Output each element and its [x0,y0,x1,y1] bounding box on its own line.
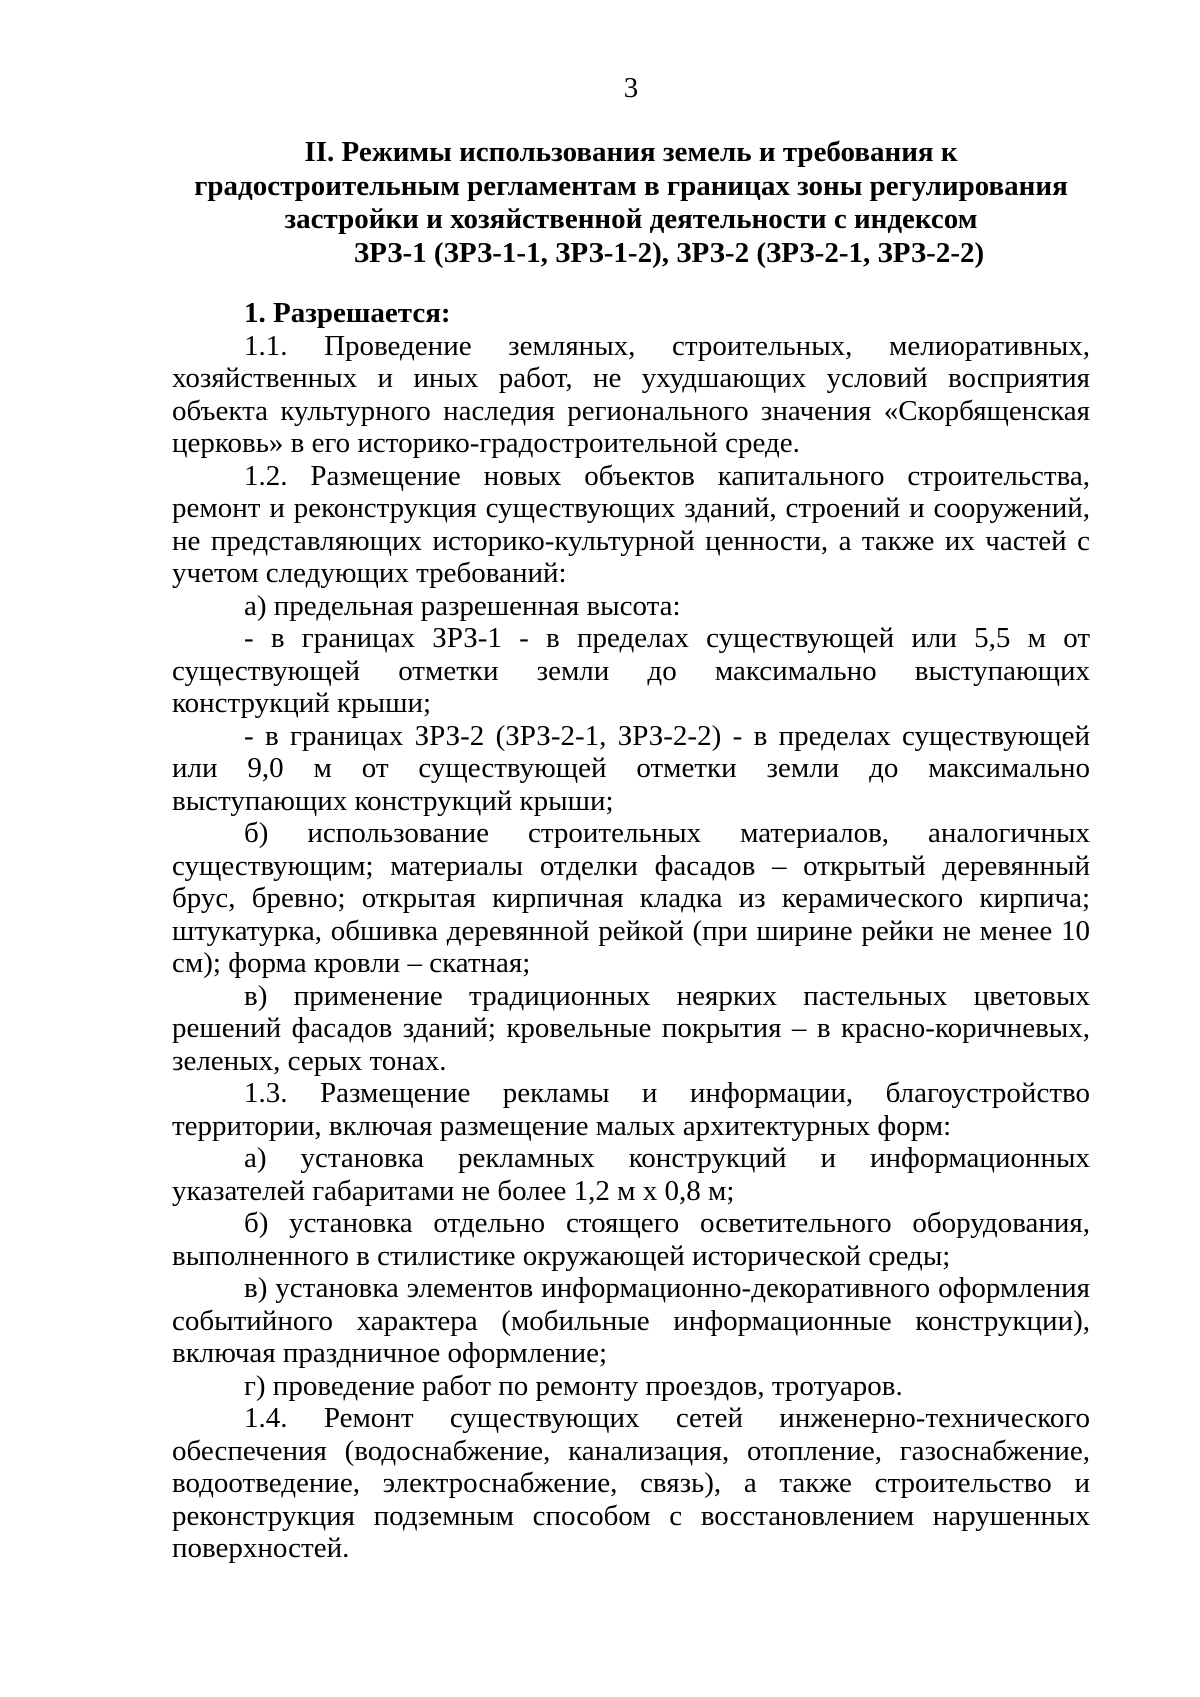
title-line: градостроительным регламентам в границах зоны регулирования [194,169,1068,202]
document-body [172,297,1090,1565]
paragraph-1-2-a-item2: - в границах ЗРЗ-2 (ЗРЗ-2-1, ЗРЗ-2-2) - в пределах существующей или 9,0 м от существующей отметки земли до максимально выступающих конструкций крыши; [172,719,1090,817]
paragraph-1-3-a: а) установка рекламных конструкций и информационных указателей габаритами не более 1,2 м х 0,8 м; [172,1142,1090,1207]
paragraph-1-2-a-item1: - в границах ЗРЗ-1 - в пределах существующей или 5,5 м от существующей отметки земли до максимально выступающих конструкций крыши; [172,622,1090,719]
paragraph-1-3: 1.3. Размещение рекламы и информации, благоустройство территории, включая размещение малых архитектурных форм: [172,1077,1090,1142]
paragraph-1-4: 1.4. Ремонт существующих сетей инженерно-технического обеспечения (водоснабжение, канализация, отопление, газоснабжение, водоотведение, электроснабжение, связь), а также строительство и реконструкция подземным способом с восстановлением нарушенных поверхностей. [172,1402,1090,1564]
paragraph-1-3-v: в) установка элементов информационно-декоративного оформления событийного характера (мобильные информационные конструкции), включая праздничное оформление; [172,1272,1090,1369]
section-title [172,136,1090,270]
title-line: II. Режимы использования земель и требования к [304,136,958,168]
paragraph-1-2-a: а) предельная разрешенная высота: [244,589,681,622]
paragraph-1-3-g: г) проведение работ по ремонту проездов, тротуаров. [244,1369,903,1402]
paragraph-1-1: 1.1. Проведение земляных, строительных, мелиоративных, хозяйственных и иных работ, не ухудшающих условий восприятия объекта культурного наследия регионального значения «Скорбященская церковь» в его историко-градостроительной среде. [172,329,1090,459]
title-line: застройки и хозяйственной деятельности с индексом [284,203,978,235]
section-heading: 1. Разрешается: [244,297,451,329]
paragraph-1-3-b: б) установка отдельно стоящего осветительного оборудования, выполненного в стилистике окружающей исторической среды; [172,1207,1090,1272]
paragraph-1-2: 1.2. Размещение новых объектов капитального строительства, ремонт и реконструкция существующих зданий, строений и сооружений, не представляющих историко-культурной ценности, а также их частей с учетом следующих требований: [172,459,1090,589]
paragraph-1-2-v: в) применение традиционных неярких пастельных цветовых решений фасадов зданий; кровельные покрытия – в красно-коричневых, зеленых, серых тонах. [172,979,1090,1077]
title-line: ЗРЗ-1 (ЗРЗ-1-1, ЗРЗ-1-2), ЗРЗ-2 (ЗРЗ-2-1, ЗРЗ-2-2) [353,236,985,269]
paragraph-1-2-b: б) использование строительных материалов, аналогичных существующим; материалы отделки фасадов – открытый деревянный брус, бревно; открытая кирпичная кладка из керамического кирпича; штукатурка, обшивка деревянной рейкой (при ширине рейки не менее 10 см); форма кровли – скатная; [172,817,1090,979]
page-number: 3 [623,72,639,104]
